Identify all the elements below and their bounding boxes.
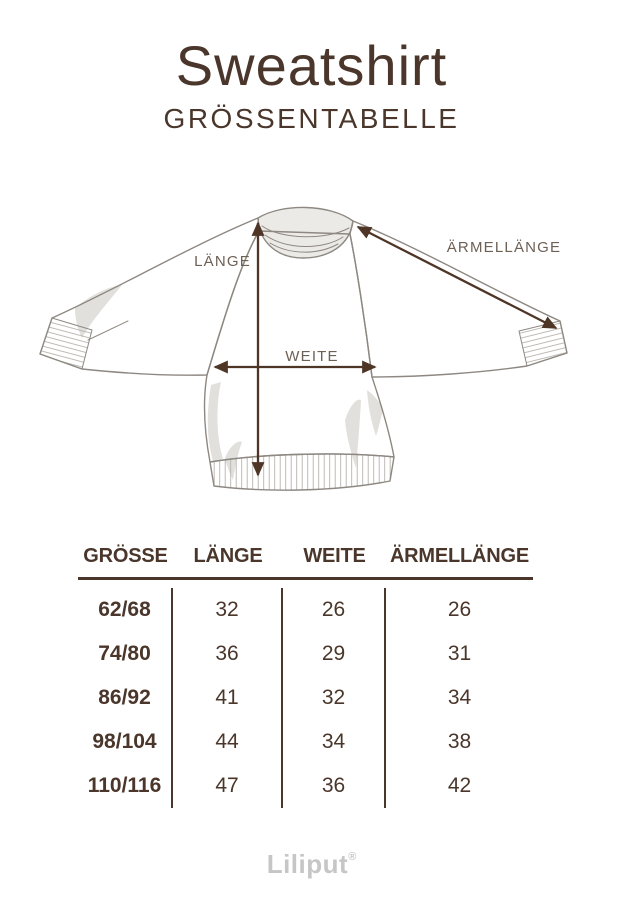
- size-table: [78, 536, 533, 808]
- cell-groesse: 110/116: [78, 764, 173, 808]
- cell-aermellaenge: 26: [447, 598, 472, 621]
- cell-laenge: 32: [173, 588, 283, 632]
- table-row: [78, 720, 533, 764]
- cell-aermellaenge: 42: [447, 774, 472, 797]
- column-header-groesse: GRÖSSE: [83, 545, 168, 567]
- table-row: [78, 588, 533, 632]
- laenge-label: LÄNGE: [194, 253, 251, 270]
- column-header-weite: WEITE: [303, 545, 366, 567]
- cell-groesse: 74/80: [78, 632, 173, 676]
- brand-logo-text: Liliput: [266, 849, 349, 879]
- size-table-body: [78, 588, 533, 808]
- page-header: [0, 34, 623, 135]
- sweatshirt-drawing: [30, 190, 593, 510]
- table-row: [78, 676, 533, 720]
- cell-groesse: 86/92: [78, 676, 173, 720]
- table-row: [78, 632, 533, 676]
- registered-mark: ®: [348, 851, 357, 863]
- page-subtitle: GRÖSSENTABELLE: [163, 103, 460, 134]
- cell-weite: 32: [283, 676, 386, 720]
- table-row: [78, 764, 533, 808]
- cell-laenge: 36: [173, 632, 283, 676]
- cell-laenge: 41: [173, 676, 283, 720]
- cell-weite: 34: [283, 720, 386, 764]
- cell-laenge: 47: [173, 764, 283, 808]
- size-table-header: [78, 536, 533, 580]
- cell-groesse: 98/104: [78, 720, 173, 764]
- aermellaenge-label: ÄRMELLÄNGE: [446, 239, 562, 256]
- cell-weite: 36: [283, 764, 386, 808]
- cell-weite: 29: [283, 632, 386, 676]
- weite-label: WEITE: [285, 348, 339, 365]
- brand-logo: [0, 849, 623, 880]
- column-header-aermellaenge: ÄRMELLÄNGE: [389, 545, 530, 567]
- cell-aermellaenge: 31: [447, 642, 472, 665]
- cell-weite: 26: [283, 588, 386, 632]
- cell-aermellaenge: 38: [447, 730, 472, 753]
- column-header-laenge: LÄNGE: [193, 545, 263, 567]
- page-title: Sweatshirt: [175, 34, 448, 97]
- cell-aermellaenge: 34: [447, 686, 472, 709]
- sweatshirt-diagram: [30, 190, 593, 510]
- cell-groesse: 62/68: [78, 588, 173, 632]
- cell-laenge: 44: [173, 720, 283, 764]
